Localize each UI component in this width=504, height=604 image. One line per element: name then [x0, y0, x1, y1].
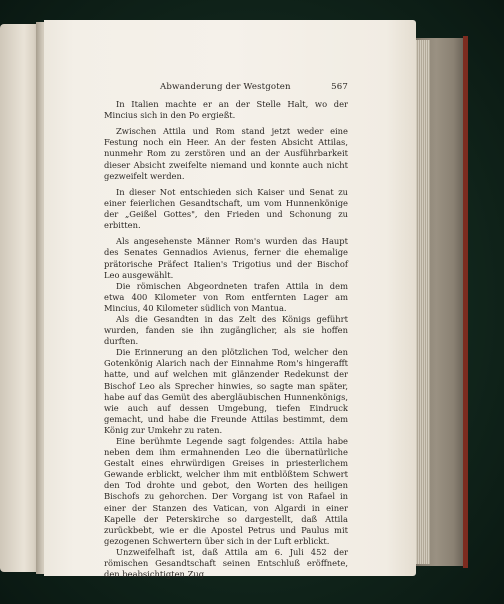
- paragraph: In Italien machte er an der Stelle Halt, wo der Mincius sich in den Po ergießt.: [104, 99, 348, 121]
- paragraph: Zwischen Attila und Rom stand jetzt weder eine Festung noch ein Heer. An der festen Absicht Attilas, nunmehr Rom zu zerstören und an der Ausführbarkeit dieser Absicht zweifelte niemand und konnte auch nicht gezweifelt werden.: [104, 126, 348, 181]
- running-head: Abwanderung der Westgoten: [160, 82, 291, 92]
- paragraph: Als die Gesandten in das Zelt des Königs geführt wurden, fanden sie ihn zugänglicher, als sie hoffen durften.: [104, 313, 348, 347]
- page-number: 567: [331, 82, 348, 92]
- text-body: [104, 99, 348, 580]
- paragraph: Die römischen Abgeordneten trafen Attila in dem etwa 400 Kilometer von Rom entfernten Lager am Mincius, 40 Kilometer südlich von Mantua.: [104, 280, 348, 313]
- book-edge: [463, 36, 468, 568]
- paragraph: Eine berühmte Legende sagt folgendes: Attila habe neben dem ihm ermahnenden Leo die übernatürliche Gestalt eines ehrwürdigen Greises in priesterlichem Gewande erblickt, welcher ihm mit entblößtem Schwert den Tod drohte und gebot, den Worten des heiligen Bischofs zu gehorchen. Der Vorgang ist von Rafael in einer der Stanzen des Vatican, von Algardi in einer Kapelle der Peterskirche so dargestellt, daß Attila zurückbebt, wie er die Apostel Petrus und Paulus mit gezogenen Schwertern über sich in der Luft erblickt.: [104, 436, 348, 546]
- paragraph: Die Erinnerung an den plötzlichen Tod, welcher den Gotenkönig Alarich nach der Einnahme Rom's hingerafft hatte, und auf welchen mit glänzender Redekunst der Bischof Leo als Sprecher hinwies, so sagte man später, habe auf das Gemüt des abergläubischen Hunnenkönigs, wie auch auf dessen Umgebung, tiefen Eindruck gemacht, und habe die Freunde Attilas bestimmt, dem König zur Umkehr zu raten.: [104, 347, 348, 435]
- left-page: [0, 24, 40, 572]
- paragraph: Als angesehenste Männer Rom's wurden das Haupt des Senates Gennadios Avienus, ferner die ehemalige prätorische Präfect Italien's Trigotius und der Bischof Leo ausgewählt.: [104, 236, 348, 280]
- paragraph: Unzweifelhaft ist, daß Attila am 6. Juli 452 der römischen Gesandtschaft seinen Entschluß eröffnete, den beabsichtigten Zug: [104, 546, 348, 580]
- paragraph: In dieser Not entschieden sich Kaiser und Senat zu einer feierlichen Gesandtschaft, um vom Hunnenkönige der „Geißel Gottes", den Frieden und Schonung zu erbitten.: [104, 186, 348, 231]
